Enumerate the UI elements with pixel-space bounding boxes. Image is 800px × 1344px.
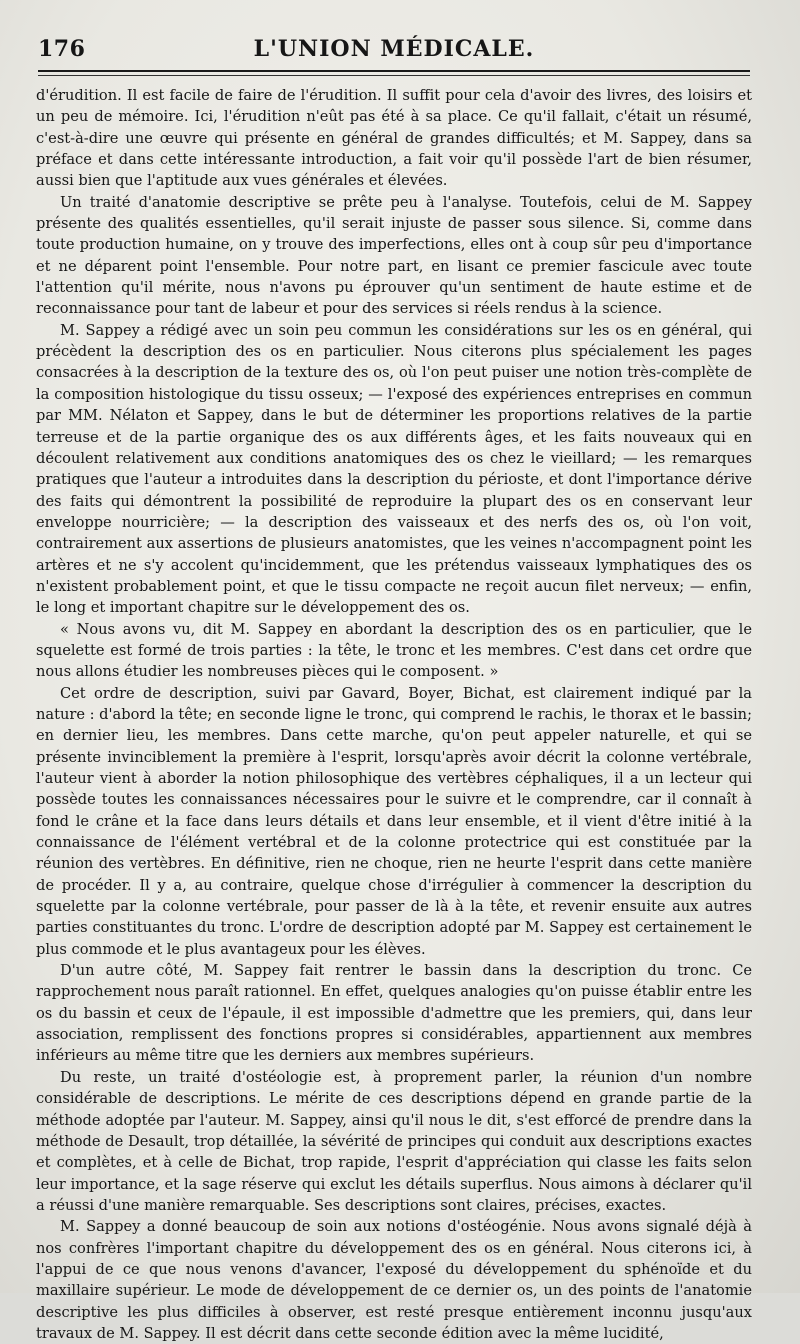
paragraph-4: « Nous avons vu, dit M. Sappey en abordant la description des os en particulier, que le squelette est formé de trois parties : la tête, le tronc et les membres. C'est dans cet ordre que nous allons étudier les nombreuses pièces qui le composent. » bbox=[36, 620, 752, 681]
paragraph-7: Du reste, un traité d'ostéologie est, à proprement parler, la réunion d'un nombre considérable de descriptions. Le mérite de ces descriptions dépend en grande partie de la méthode adoptée par l'auteur. M. Sappey, ainsi qu'il nous le dit, s'est efforcé de prendre dans la méthode de Desault, trop détaillée, la sévérité de principes qui conduit aux descriptions exactes et complètes, et à celle de Bichat, trop rapide, l'esprit d'appréciation qui classe les faits selon leur importance, et la sage réserve qui exclut les détails superflus. Nous aimons à déclarer qu'il a réussi d'une manière remarquable. Ses descriptions sont claires, précises, exactes. bbox=[36, 1068, 752, 1214]
article-body bbox=[36, 85, 752, 1344]
paragraph-5: Cet ordre de description, suivi par Gavard, Boyer, Bichat, est clairement indiqué par la nature : d'abord la tête; en seconde ligne le tronc, qui comprend le rachis, le thorax et le bassin; en dernier lieu, les membres. Dans cette marche, qu'on peut appeler naturelle, et qui se présente invinciblement la première à l'esprit, lorsqu'après avoir décrit la colonne vertébrale, l'auteur vient à aborder la notion philosophique des vertèbres céphaliques, il a un lecteur qui possède toutes les connaissances nécessaires pour le suivre et le comprendre, car il connaît à fond le crâne et la face dans leurs détails et dans leur ensemble, et il vient d'être initié à la connaissance de l'élément vertébral et de la colonne protectrice qui est constituée par la réunion des vertèbres. En définitive, rien ne choque, rien ne heurte l'esprit dans cette manière de procéder. Il y a, au contraire, quelque chose d'irrégulier à commencer la description du squelette par la colonne vertébrale, pour passer de là à la tête, et revenir ensuite aux autres parties constituantes du tronc. L'ordre de description adopté par M. Sappey est certainement le plus commode et le plus avantageux pour les élèves. bbox=[36, 684, 752, 958]
page-header bbox=[38, 34, 750, 68]
page-number: 176 bbox=[38, 36, 86, 62]
header-rule bbox=[38, 70, 750, 72]
paragraph-2: Un traité d'anatomie descriptive se prête peu à l'analyse. Toutefois, celui de M. Sappey présente des qualités essentielles, qu'il serait injuste de passer sous silence. Si, comme dans toute production humaine, on y trouve des imperfections, elles ont à coup sûr peu d'importance et ne déparent point l'ensemble. Pour notre part, en lisant ce premier fascicule avec toute l'attention qu'il mérite, nous n'avons pu éprouver qu'un sentiment de haute estime et de reconnaissance pour tant de labeur et pour des services si réels rendus à la science. bbox=[36, 193, 752, 318]
running-title: L'UNION MÉDICALE. bbox=[253, 36, 535, 62]
paragraph-1: d'érudition. Il est facile de faire de l'érudition. Il suffit pour cela d'avoir des livres, des loisirs et un peu de mémoire. Ici, l'érudition n'eût pas été à sa place. Ce qu'il fallait, c'était un résumé, c'est-à-dire une œuvre qui présente en général de grandes difficultés; et M. Sappey, dans sa préface et dans cette intéressante introduction, a fait voir qu'il possède l'art de bien résumer, aussi bien que l'aptitude aux vues générales et élevées. bbox=[36, 87, 752, 190]
header-rule-thin bbox=[38, 75, 750, 76]
paragraph-8: M. Sappey a donné beaucoup de soin aux notions d'ostéogénie. Nous avons signalé déjà à nos confrères l'important chapitre du développement des os en général. Nous citerons ici, à l'appui de ce que nous venons d'avancer, l'exposé du développement du sphénoïde et du maxillaire supérieur. Le mode de développement de ce dernier os, un des points de l'anatomie descriptive les plus difficiles à observer, est resté presque entièrement inconnu jusqu'aux travaux de M. Sappey. Il est décrit dans cette seconde édition avec la même lucidité, bbox=[36, 1218, 752, 1342]
paragraph-6: D'un autre côté, M. Sappey fait rentrer le bassin dans la description du tronc. Ce rapprochement nous paraît rationnel. En effet, quelques analogies qu'on puisse établir entre les os du bassin et ceux de l'épaule, il est impossible d'admettre que les premiers, qui, dans leur association, remplissent des fonctions propres si considérables, appartiennent aux membres inférieurs au même titre que les derniers aux membres supérieurs. bbox=[36, 962, 752, 1065]
paragraph-3: M. Sappey a rédigé avec un soin peu commun les considérations sur les os en général, qui précèdent la description des os en particulier. Nous citerons plus spécialement les pages consacrées à la description de la texture des os, où l'on peut puiser une notion très-complète de la composition histologique du tissu osseux; — l'exposé des expériences entreprises en commun par MM. Nélaton et Sappey, dans le but de déterminer les proportions relatives de la partie terreuse et de la partie organique des os aux différents âges, et les faits nouveaux qui en découlent relativement aux conditions anatomiques des os chez le vieillard; — les remarques pratiques que l'auteur a introduites dans la description du périoste, et dont l'importance dérive des faits qui démontrent la possibilité de reproduire la plupart des os en conservant leur enveloppe nourricière; — la description des vaisseaux et des nerfs des os, où l'on voit, contrairement aux assertions de plusieurs anatomistes, que les veines n'accompagnent point les artères et ne s'y accolent qu'incidemment, que les prétendus vaisseaux lymphatiques des os n'existent probablement point, et que le tissu compacte ne reçoit aucun filet nerveux; — enfin, le long et important chapitre sur le développement des os. bbox=[36, 321, 752, 617]
